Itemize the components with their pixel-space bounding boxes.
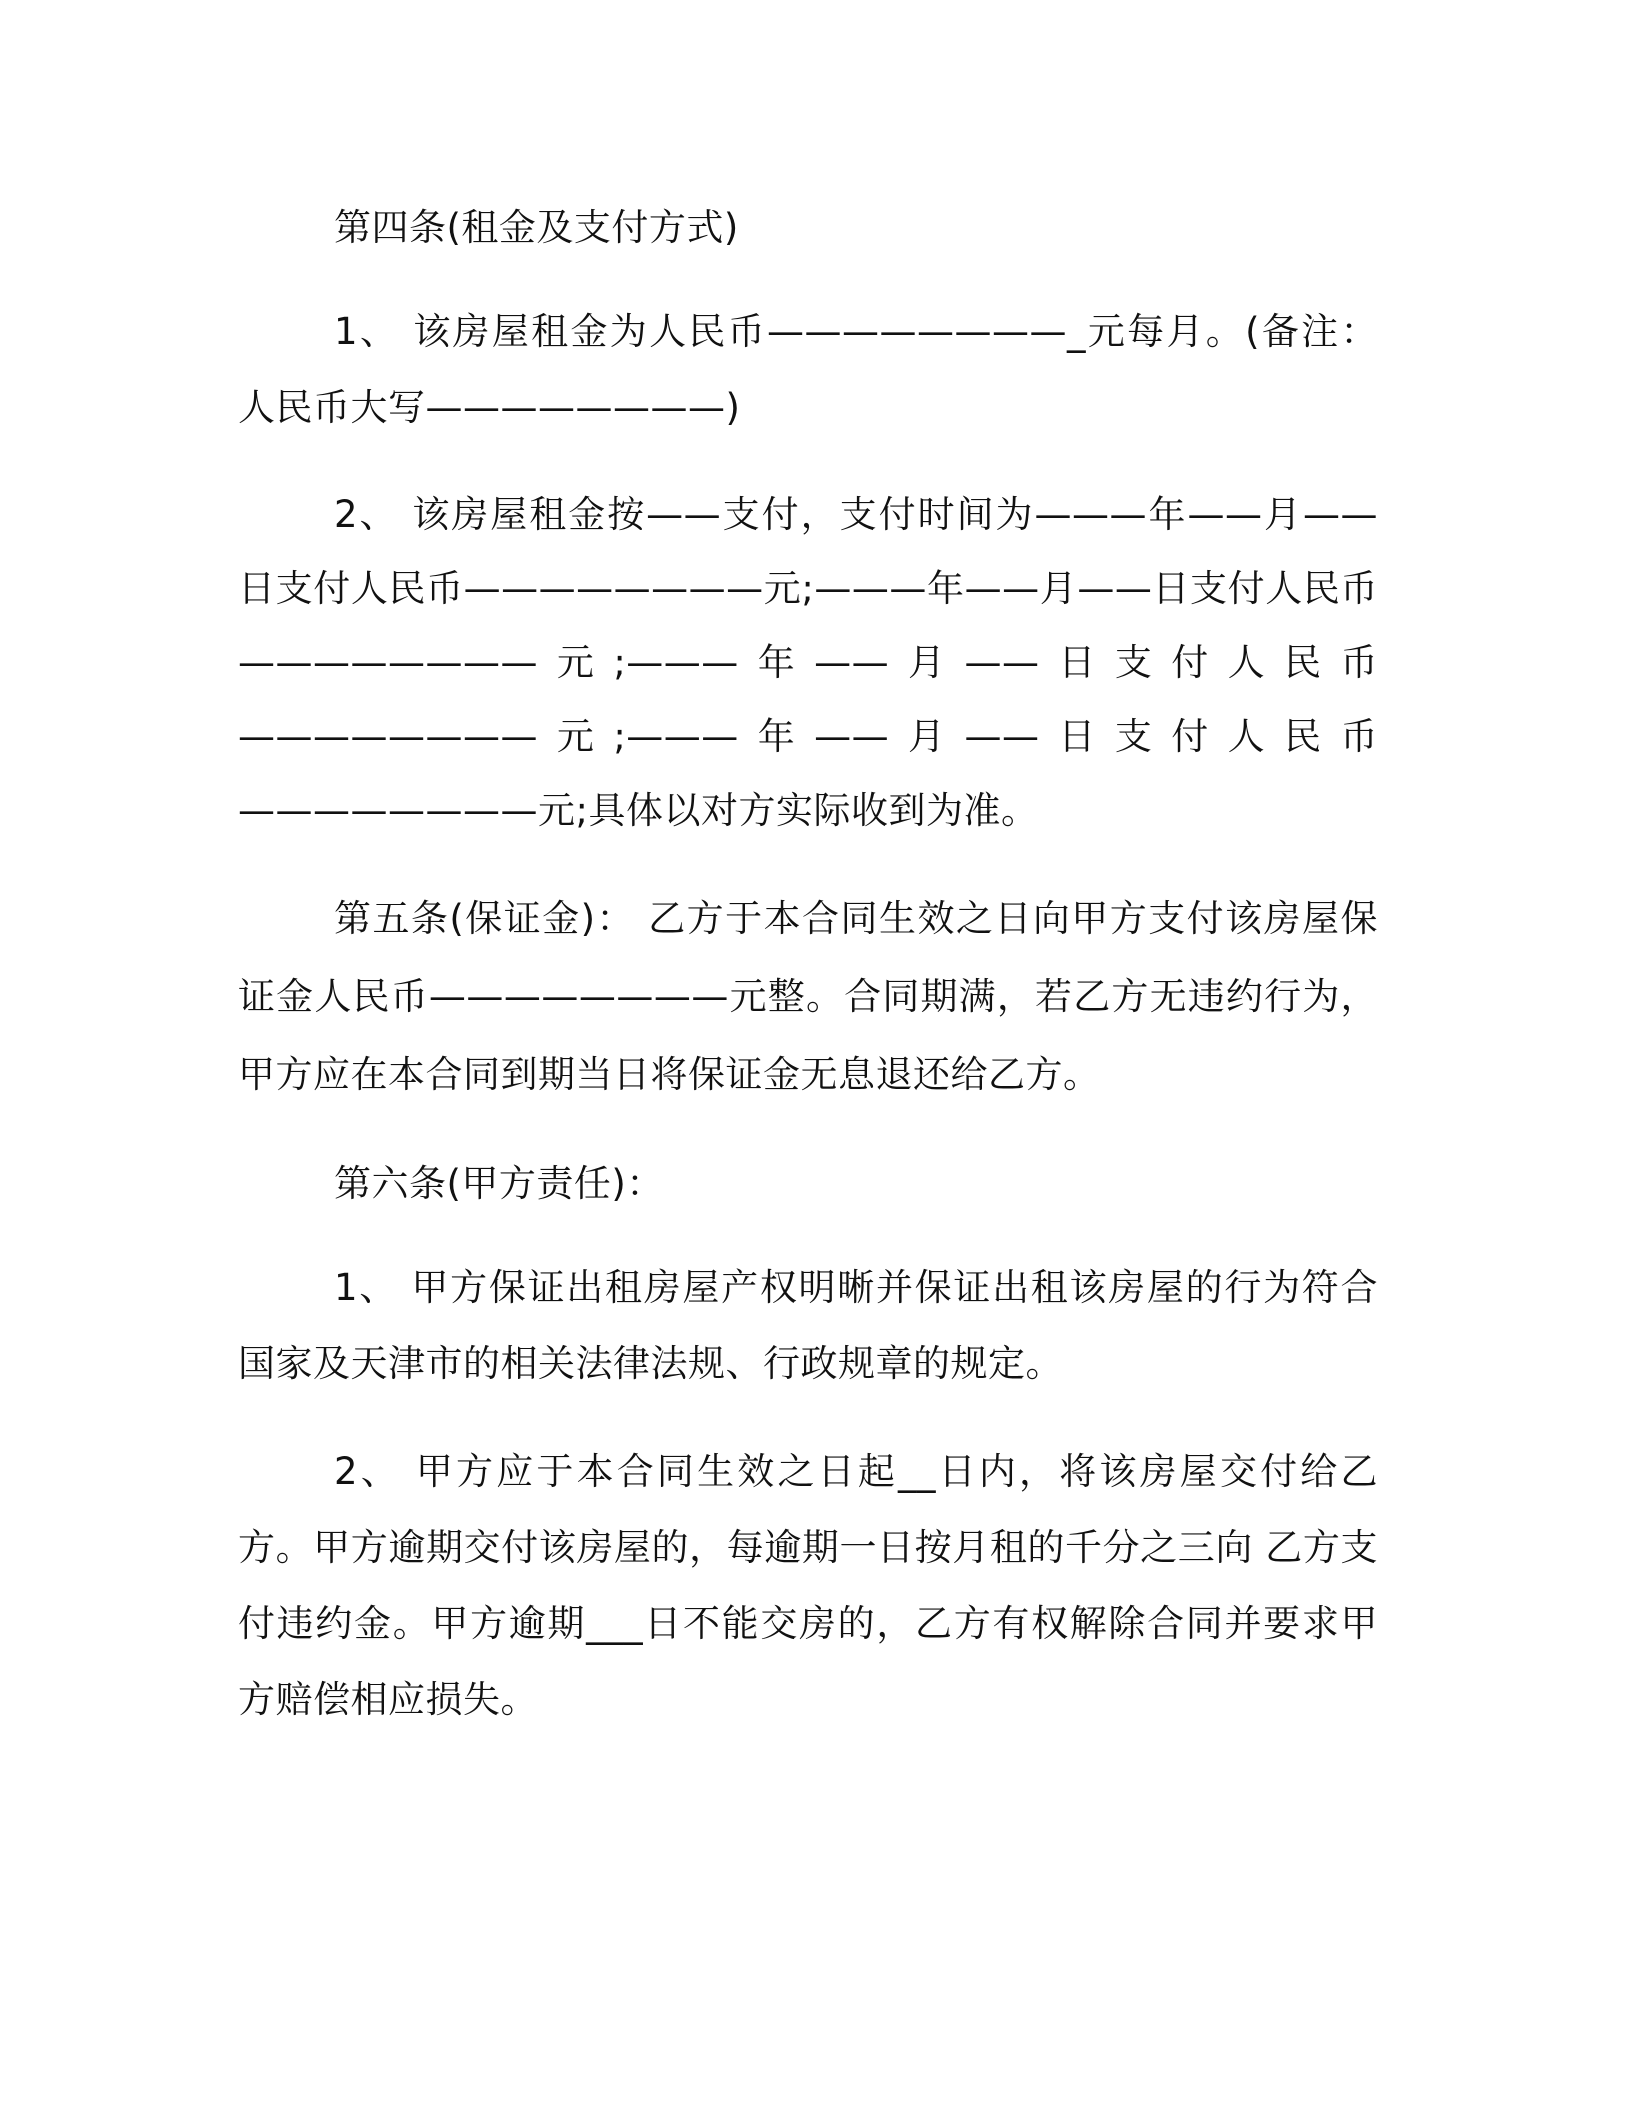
article-6-heading: 第六条(甲方责任)： [334, 1162, 664, 1205]
article-6-clause-1: 1、 甲方保证出租房屋产权明晰并保证出租该房屋的行为符合国家及天津市的相关法律法规、行政规章的规定。 [238, 1266, 1378, 1385]
document-body [238, 190, 1378, 1770]
article-5-deposit: 第五条(保证金)： 乙方于本合同生效之日向甲方支付该房屋保证金人民币————————元整。合同期满，若乙方无违约行为，甲方应在本合同到期当日将保证金无息退还给乙方。 [238, 897, 1378, 1096]
article-4-clause-2: 2、 该房屋租金按——支付，支付时间为———年——月——日支付人民币————————元;———年——月——日支付人民币————————元;———年——月——日支付人民币————————元;———年——月——日支付人民币————————元;具体以对方实际收到为准。 [238, 493, 1378, 832]
article-6-clause-2: 2、 甲方应于本合同生效之日起__日内，将该房屋交付给乙方。甲方逾期交付该房屋的，每逾期一日按月租的千分之三向 乙方支付违约金。甲方逾期___日不能交房的，乙方有权解除合同并要求甲方赔偿相应损失。 [238, 1450, 1378, 1721]
article-4-clause-1: 1、 该房屋租金为人民币————————_元每月。(备注：人民币大写————————) [238, 310, 1378, 429]
article-4-heading: 第四条(租金及支付方式) [334, 206, 739, 249]
